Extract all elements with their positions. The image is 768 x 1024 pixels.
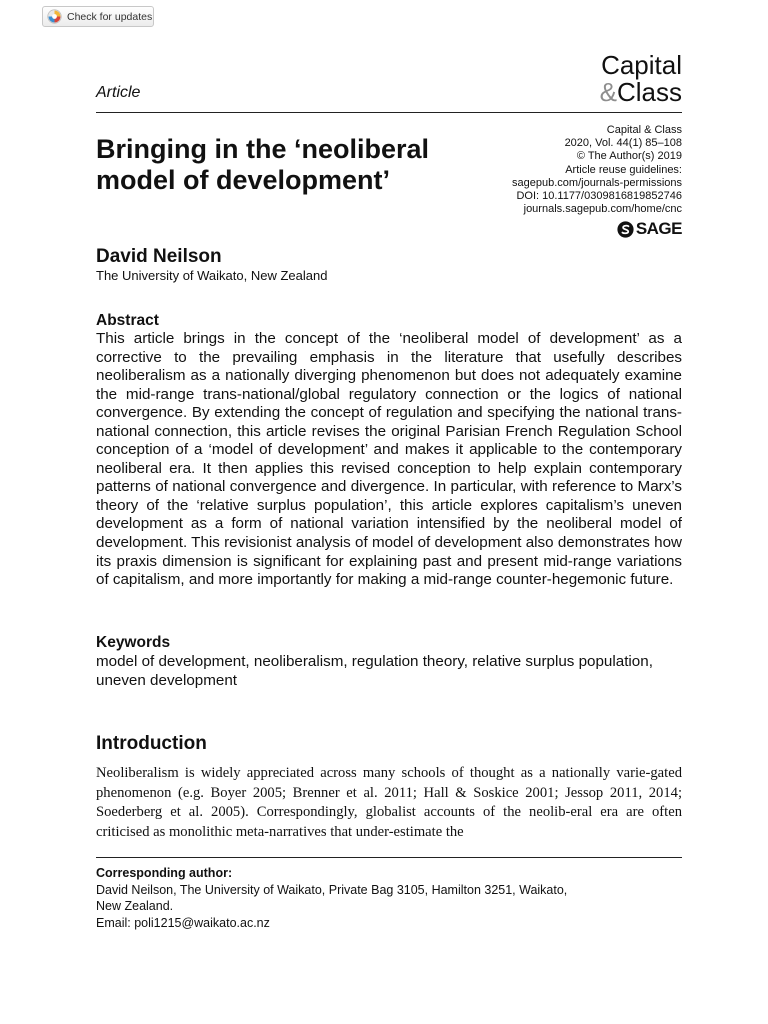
meta-journal-link[interactable]: journals.sagepub.com/home/cnc <box>523 203 682 216</box>
corresponding-author-details <box>96 882 567 931</box>
corresponding-author-country: New Zealand. <box>96 899 174 914</box>
abstract-text: This article brings in the concept of the ‘neoliberal model of development’ as a corrective to the prevailing emphasis in the literature that usefully describes neoliberalism as a nationally diverging phenomenon but does not adequately examine the mid-range trans-national/global regulatory connection or the logics of national convergence. By extending the concept of regulation and specifying the national trans-national connection, this article revises the original Parisian French Regulation School conception of a ‘model of development’ and makes it applicable to the contemporary neoliberal era. It then applies this revised conception to help explain contemporary patterns of national convergence and divergence. In particular, with reference to Marx’s theory of the ‘relative surplus population’, this article explores capitalism’s uneven development as a form of national variation intensified by the neoliberal model of development. This revisionist analysis of model of development also demonstrates how its praxis dimension is significant for explaining past and present mid-range variations of capitalism, and more importantly for making a mid-range counter-hegemonic future. <box>96 330 682 589</box>
keywords-text: model of development, neoliberalism, regulation theory, relative surplus population, uneven development <box>96 653 653 689</box>
journal-logo <box>600 52 682 106</box>
crossmark-icon <box>47 9 62 24</box>
corresponding-author-email[interactable]: Email: poli1215@waikato.ac.nz <box>96 915 270 930</box>
introduction-heading: Introduction <box>96 733 207 754</box>
article-type-label: Article <box>96 84 141 101</box>
sage-logo-icon <box>617 221 634 238</box>
meta-volume: 2020, Vol. 44(1) 85–108 <box>564 137 682 150</box>
article-title: Bringing in the ‘neoliberal model of development’ <box>96 134 430 195</box>
meta-doi-link[interactable]: DOI: 10.1177/0309816819852746 <box>516 190 682 203</box>
meta-permissions-link[interactable]: sagepub.com/journals-permissions <box>512 176 682 189</box>
introduction-text: Neoliberalism is widely appreciated across many schools of thought as a nationally varie-gated phenomenon (e.g. Boyer 2005; Brenner et al. 2011; Hall & Soskice 2001; Jessop 2011, 2014; Soederberg et al. 2005). Correspondingly, globalist accounts of the neolib-eral era are often criticised as monolithic meta-narratives that under-estimate the <box>96 765 682 840</box>
journal-name-word2: Class <box>616 77 682 107</box>
corresponding-author-heading: Corresponding author: <box>96 866 233 880</box>
publisher-name: SAGE <box>635 219 682 238</box>
meta-reuse-label: Article reuse guidelines: <box>565 163 682 176</box>
check-for-updates-button[interactable] <box>42 6 154 27</box>
header-divider <box>96 112 682 113</box>
author-affiliation: The University of Waikato, New Zealand <box>96 268 328 283</box>
journal-name-amp: & <box>599 77 617 107</box>
meta-journal: Capital & Class <box>606 124 682 136</box>
publisher-logo <box>617 219 682 239</box>
publication-metadata <box>512 124 682 216</box>
journal-name-line2 <box>600 79 682 106</box>
abstract-heading: Abstract <box>96 312 159 329</box>
author-name: David Neilson <box>96 246 222 267</box>
journal-name-word1: Capital <box>601 50 682 80</box>
meta-copyright: © The Author(s) 2019 <box>576 150 682 163</box>
check-for-updates-label: Check for updates <box>67 10 153 23</box>
corresponding-author-address: David Neilson, The University of Waikato, Private Bag 3105, Hamilton 3251, Waikato, <box>96 883 568 897</box>
keywords-heading: Keywords <box>96 634 171 651</box>
footnote-divider <box>96 857 682 858</box>
